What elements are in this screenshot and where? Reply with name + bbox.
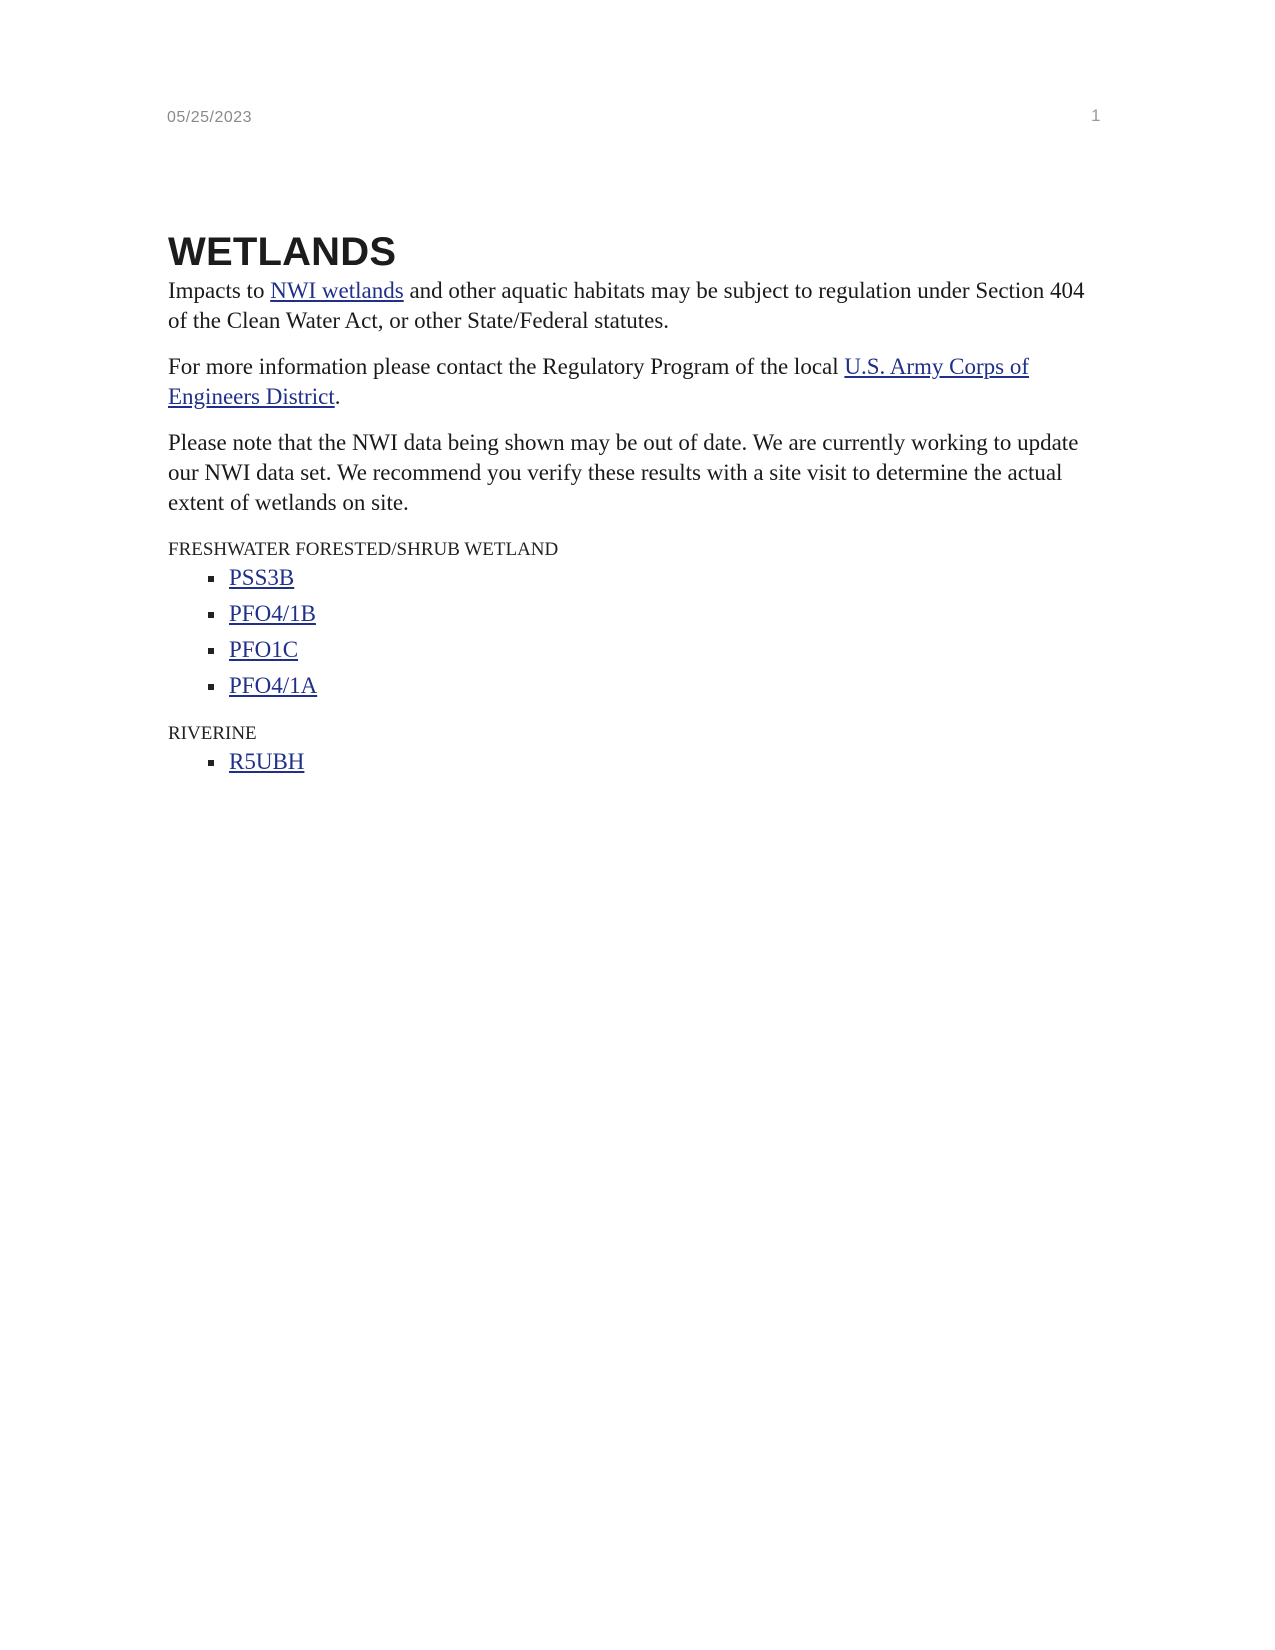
list-item — [208, 672, 1088, 700]
paragraph-text: Impacts to — [168, 278, 271, 303]
document-content — [168, 228, 1088, 784]
nwi-wetlands-link[interactable]: NWI wetlands — [270, 278, 404, 303]
page-title: WETLANDS — [168, 230, 397, 274]
data-notice-paragraph: Please note that the NWI data being shown may be out of date. We are currently working to update our NWI data set. We recommend you verify these results with a site visit to determine the actual extent of wetlands on site. — [168, 430, 1079, 515]
section-riverine — [168, 722, 1088, 776]
wetland-code-link[interactable]: PFO1C — [229, 637, 299, 662]
page-number: 1 — [1091, 106, 1101, 125]
wetland-code-list — [168, 564, 1088, 700]
paragraph-text: and other aquatic habitats may be subject to regulation under Section 404 of the Clean Water Act, or other State/Federal statutes. — [168, 278, 1085, 333]
list-item — [208, 636, 1088, 664]
paragraph-text: For more information please contact the Regulatory Program of the local — [168, 354, 845, 379]
document-date: 05/25/2023 — [167, 109, 253, 126]
square-bullet-icon — [208, 648, 214, 654]
wetland-code-link[interactable]: PSS3B — [229, 565, 295, 590]
contact-paragraph — [168, 352, 1088, 412]
list-item — [208, 600, 1088, 628]
square-bullet-icon — [208, 684, 214, 690]
square-bullet-icon — [208, 760, 214, 766]
square-bullet-icon — [208, 576, 214, 582]
army-corps-district-link[interactable]: U.S. Army Corps of Engineers District — [168, 354, 1030, 409]
paragraph-text: . — [334, 384, 341, 409]
wetland-code-link[interactable]: R5UBH — [229, 749, 305, 774]
section-label: FRESHWATER FORESTED/SHRUB WETLAND — [168, 539, 559, 560]
list-item — [208, 564, 1088, 592]
list-item — [208, 748, 1088, 776]
wetland-code-list — [168, 748, 1088, 776]
section-label: RIVERINE — [168, 723, 257, 744]
wetland-code-link[interactable]: PFO4/1A — [229, 673, 318, 698]
section-freshwater-forested-shrub — [168, 538, 1088, 700]
regulation-paragraph — [168, 276, 1088, 336]
square-bullet-icon — [208, 612, 214, 618]
wetland-code-link[interactable]: PFO4/1B — [229, 601, 316, 626]
